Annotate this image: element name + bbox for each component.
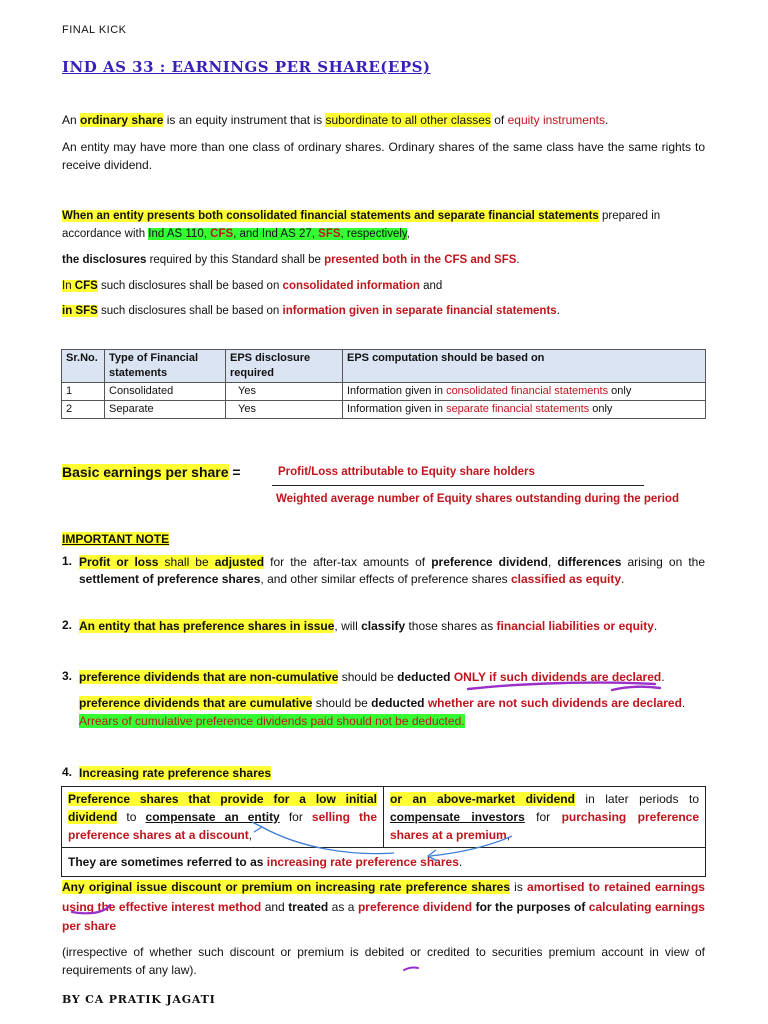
text-run: preference dividend [431, 555, 548, 569]
text-run: . [458, 855, 463, 869]
text-run: Preference shares that provide for a low initial dividend [68, 792, 377, 824]
text-run: = [228, 464, 241, 480]
text-run: shall be [158, 555, 215, 569]
text-run: , and other similar effects of preference shares [260, 572, 511, 586]
text-run: whether are not such dividends are declared [427, 696, 682, 710]
text-run: of [490, 113, 508, 127]
document-footer: BY CA PRATIK JAGATI [62, 993, 216, 1006]
note-number: 3. [62, 669, 73, 683]
table-cell: Yes [226, 401, 343, 419]
text-run: purchasing preference shares at a premium [390, 810, 700, 842]
text-run: prepared in accordance with [62, 210, 661, 240]
table-cell: 1 [62, 383, 105, 401]
text-run: They are sometimes referred to as [68, 855, 267, 869]
text-run: consolidated financial statements [446, 385, 609, 397]
table-cell: Consolidated [105, 383, 226, 401]
text-run: Information given in [347, 385, 447, 397]
text-run: consolidated information [282, 280, 420, 292]
text-run: Information given in [347, 403, 447, 415]
text-run: . [653, 619, 658, 633]
header-cell: Sr.No. [62, 350, 105, 383]
text-run: for the after-tax amounts of [264, 555, 432, 569]
abbr-sfs: SFS [318, 228, 341, 240]
text-run: classified as equity [510, 572, 622, 586]
intro-classes-paragraph: An entity may have more than one class of ordinary shares. Ordinary shares of the same class have the same rights to receive dividend. [62, 140, 705, 172]
text-run: such disclosures shall be based on [97, 280, 283, 292]
table-cell: Yes [226, 383, 343, 401]
text-run: CFS [74, 280, 98, 292]
text-run: . [604, 113, 609, 127]
text-run: and [419, 280, 443, 292]
text-run: Ind AS 110, [148, 228, 211, 240]
table-cell: Separate [105, 401, 226, 419]
text-run: ONLY if such dividends are declared [453, 670, 662, 684]
text-run: Profit or loss [79, 555, 159, 569]
text-run: adjusted [214, 555, 265, 569]
text-run: separate financial statements [446, 403, 590, 415]
text-run: Increasing rate preference shares [79, 766, 272, 780]
text-run: increasing rate preference shares [266, 855, 459, 869]
highlight-subordinate: subordinate to all other classes [325, 113, 491, 127]
text-run: , [547, 555, 558, 569]
text-run: or an above-market dividend [390, 792, 575, 806]
term-equity-instruments: equity instruments [507, 113, 605, 127]
text-run: An [62, 113, 81, 127]
text-run: as a [328, 899, 358, 914]
note-number: 2. [62, 618, 73, 632]
text-run: to [117, 810, 146, 824]
text-run: such disclosures shall be based on [97, 305, 283, 317]
document-header: FINAL KICK [62, 24, 127, 36]
header-cell: Type of Financial statements [105, 350, 226, 383]
text-run: for [524, 810, 562, 824]
text-run: only [608, 385, 632, 397]
text-run: . [556, 305, 560, 317]
text-run: preference dividend [357, 899, 473, 914]
text-run: is an equity instrument that is [163, 113, 326, 127]
term-ordinary-share: ordinary share [80, 113, 164, 127]
text-run: financial liabilities or equity [496, 619, 654, 633]
text-run: deducted [371, 696, 425, 710]
note-number: 4. [62, 765, 73, 779]
table-cell: 2 [62, 401, 105, 419]
text-run: , [506, 828, 511, 842]
text-run: Basic earnings per share [62, 464, 229, 480]
text-run: only [589, 403, 613, 415]
formula-numerator: Profit/Loss attributable to Equity share holders [278, 466, 535, 478]
text-run: for the purposes of [472, 899, 589, 914]
text-run: those shares as [405, 619, 497, 633]
formula-denominator: Weighted average number of Equity shares outstanding during the period [276, 493, 679, 505]
text-run: Any original issue discount or premium on increasing rate preference shares [62, 880, 510, 894]
header-cell: EPS disclosure required [226, 350, 343, 383]
text-run: classify [361, 619, 406, 633]
text-run: . [681, 696, 686, 710]
text-run: compensate investors [390, 810, 525, 824]
text-run: An entity that has preference shares in issue [79, 619, 335, 633]
text-run: treated [288, 899, 329, 914]
text-run: . [661, 670, 665, 684]
abbr-cfs: CFS [210, 228, 234, 240]
text-run: , respectively [340, 228, 407, 240]
text-run: preference dividends that are non-cumulative [79, 670, 339, 684]
text-run: compensate an entity [145, 810, 280, 824]
text-run: . [621, 572, 625, 586]
text-run: presented both in the CFS and SFS [324, 254, 517, 266]
text-run: required by this Standard shall be [146, 254, 325, 266]
text-run: differences [557, 555, 622, 569]
text-run: for [279, 810, 312, 824]
text-run: , [406, 228, 410, 240]
page-title: IND AS 33 : EARNINGS PER SHARE(EPS) [62, 58, 431, 76]
text-run: is [510, 880, 528, 894]
text-run: information given in separate financial statements [282, 305, 557, 317]
text-run: settlement of preference shares [79, 572, 261, 586]
highlight-both-statements: When an entity presents both consolidated financial statements and separate financial statements [62, 210, 599, 222]
text-run: Arrears of cumulative preference dividends paid should not be deducted. [79, 714, 465, 728]
text-run: . [516, 254, 520, 266]
important-note-heading: IMPORTANT NOTE [62, 532, 170, 546]
text-run: , and Ind AS 27, [233, 228, 319, 240]
text-run: the disclosures [62, 254, 147, 266]
text-run: in SFS [62, 305, 98, 317]
irrespective-paragraph: (irrespective of whether such discount or premium is debited or credited to securities premium account in view of requirements of any law). [62, 945, 705, 977]
text-run: preference dividends that are cumulative [79, 696, 313, 710]
text-run: should be [338, 670, 398, 684]
text-run: calculating earnings per share [62, 899, 705, 933]
text-run: in later periods to [574, 792, 699, 806]
text-run: should be [312, 696, 372, 710]
text-run: , will [334, 619, 362, 633]
text-run: deducted [397, 670, 451, 684]
text-run: , [248, 828, 253, 842]
header-cell: EPS computation should be based on [343, 350, 706, 383]
text-run: and [261, 899, 289, 914]
text-run: selling the preference shares at a discount [68, 810, 377, 842]
text-run: amortised to retained earnings using the effective interest method [62, 880, 705, 914]
text-run: In [62, 280, 75, 292]
note-number: 1. [62, 554, 73, 568]
text-run: arising on the [621, 555, 705, 569]
